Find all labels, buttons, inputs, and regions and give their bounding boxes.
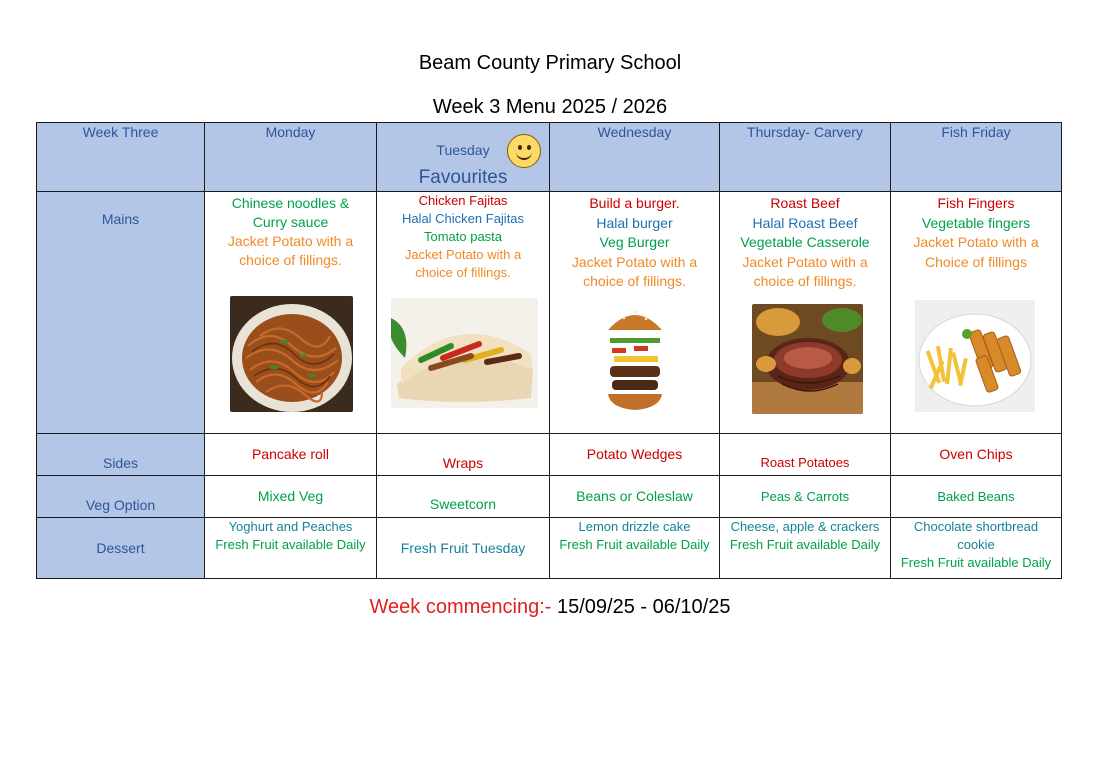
veg-cell-wednesday bbox=[550, 476, 720, 518]
row-label: Dessert bbox=[96, 539, 145, 556]
row-label: Veg Option bbox=[85, 497, 156, 513]
row-label-sides bbox=[37, 434, 205, 476]
menu-item: choice of fillings. bbox=[583, 273, 686, 289]
day-header-tuesday bbox=[377, 123, 550, 192]
week-commencing bbox=[0, 596, 1100, 619]
menu-item: Roast Beef bbox=[770, 195, 840, 211]
school-name: Beam County Primary School bbox=[418, 52, 682, 74]
side-cell-friday bbox=[891, 434, 1062, 476]
dessert-item: Fresh Fruit available Daily bbox=[559, 537, 710, 552]
day-header-wednesday bbox=[550, 123, 720, 192]
noodles-photo bbox=[230, 296, 353, 412]
row-label-mains bbox=[37, 192, 205, 434]
mains-cell-friday bbox=[891, 192, 1062, 434]
menu-item: Veg Burger bbox=[599, 234, 670, 250]
side-cell-wednesday bbox=[550, 434, 720, 476]
dessert-cell-tuesday bbox=[377, 518, 550, 579]
menu-item: choice of fillings. bbox=[753, 273, 857, 289]
dessert-row bbox=[37, 518, 1062, 579]
menu-item: choice of fillings. bbox=[239, 252, 342, 268]
day-sub-label: Favourites bbox=[418, 167, 508, 188]
menu-item: Tomato pasta bbox=[423, 229, 503, 244]
menu-item: Fish Fingers bbox=[937, 195, 1015, 211]
mains-cell-tuesday bbox=[377, 192, 550, 434]
veg-item: Mixed Veg bbox=[257, 488, 324, 504]
day-header-friday bbox=[891, 123, 1062, 192]
side-item: Roast Potatoes bbox=[760, 455, 850, 470]
veg-cell-friday bbox=[891, 476, 1062, 518]
day-label: Tuesday bbox=[436, 142, 490, 158]
row-label: Mains bbox=[101, 211, 140, 227]
menu-item: Chicken Fajitas bbox=[418, 193, 508, 208]
veg-cell-thursday bbox=[720, 476, 891, 518]
menu-item: Curry sauce bbox=[252, 214, 329, 230]
corner-label: Week Three bbox=[82, 124, 159, 140]
corner-cell bbox=[37, 123, 205, 192]
dessert-cell-thursday bbox=[720, 518, 891, 579]
day-label: Fish Friday bbox=[941, 124, 1011, 140]
menu-item: Halal Roast Beef bbox=[752, 214, 858, 231]
row-label: Sides bbox=[102, 455, 139, 471]
side-item: Pancake roll bbox=[251, 446, 330, 462]
day-label: Wednesday bbox=[597, 124, 672, 140]
menu-title: Week 3 Menu 2025 / 2026 bbox=[432, 96, 668, 118]
fajita-photo bbox=[391, 298, 538, 408]
menu-item: Vegetable Casserole bbox=[740, 234, 870, 250]
menu-item: Jacket Potato with a bbox=[571, 253, 698, 270]
mains-cell-thursday bbox=[720, 192, 891, 434]
week-commencing-label: Week commencing:- bbox=[369, 596, 552, 618]
menu-item: Halal Chicken Fajitas bbox=[401, 211, 525, 226]
veg-cell-tuesday bbox=[377, 476, 550, 518]
week-commencing-dates: 15/09/25 - 06/10/25 bbox=[551, 596, 731, 618]
menu-item: Jacket Potato with a bbox=[742, 253, 868, 270]
day-header-monday bbox=[205, 123, 377, 192]
side-cell-tuesday bbox=[377, 434, 550, 476]
menu-item: Jacket Potato with a bbox=[913, 234, 1039, 250]
menu-item: Chinese noodles & bbox=[231, 195, 350, 211]
veg-item: Peas & Carrots bbox=[760, 489, 850, 504]
mains-row bbox=[37, 192, 1062, 434]
mains-cell-wednesday bbox=[550, 192, 720, 434]
side-item: Oven Chips bbox=[939, 446, 1013, 462]
row-label-veg bbox=[37, 476, 205, 518]
side-cell-thursday bbox=[720, 434, 891, 476]
menu-item: Jacket Potato with a bbox=[404, 247, 522, 262]
row-label-dessert bbox=[37, 518, 205, 579]
burger-photo bbox=[600, 300, 670, 416]
header-row bbox=[37, 123, 1062, 192]
side-item: Potato Wedges bbox=[586, 446, 683, 462]
menu-table bbox=[36, 122, 1062, 579]
fish-fingers-photo bbox=[915, 300, 1035, 412]
menu-item: Choice of fillings bbox=[925, 253, 1027, 270]
dessert-item: Fresh Fruit available Daily bbox=[215, 537, 366, 552]
veg-item: Sweetcorn bbox=[429, 496, 497, 512]
side-item: Wraps bbox=[442, 455, 484, 471]
dessert-item: Yoghurt and Peaches bbox=[228, 519, 353, 534]
dessert-item: Fresh Fruit available Daily bbox=[729, 537, 881, 552]
dessert-item: Fresh Fruit Tuesday bbox=[400, 539, 526, 556]
menu-item: Jacket Potato with a bbox=[227, 233, 354, 249]
veg-item: Baked Beans bbox=[937, 489, 1015, 504]
dessert-item: Cheese, apple & crackers bbox=[730, 519, 880, 534]
dessert-item: Lemon drizzle cake bbox=[578, 519, 691, 534]
dessert-item: Fresh Fruit available Daily bbox=[900, 555, 1052, 570]
side-cell-monday bbox=[205, 434, 377, 476]
dessert-cell-monday bbox=[205, 518, 377, 579]
dessert-cell-wednesday bbox=[550, 518, 720, 579]
day-header-thursday bbox=[720, 123, 891, 192]
smiley-face-icon bbox=[507, 134, 541, 168]
veg-cell-monday bbox=[205, 476, 377, 518]
dessert-cell-friday bbox=[891, 518, 1062, 579]
dessert-item: Chocolate shortbread bbox=[913, 519, 1039, 534]
day-label: Monday bbox=[265, 124, 316, 140]
mains-cell-monday bbox=[205, 192, 377, 434]
veg-item: Beans or Coleslaw bbox=[576, 488, 693, 504]
veg-row bbox=[37, 476, 1062, 518]
day-label: Thursday- Carvery bbox=[747, 124, 863, 140]
sides-row bbox=[37, 434, 1062, 476]
roast-beef-photo bbox=[752, 304, 863, 414]
menu-item: Halal burger bbox=[596, 214, 673, 231]
menu-item: Build a burger. bbox=[589, 195, 680, 211]
dessert-item: cookie bbox=[957, 537, 995, 552]
menu-item: choice of fillings. bbox=[415, 265, 511, 280]
menu-item: Vegetable fingers bbox=[921, 214, 1031, 231]
